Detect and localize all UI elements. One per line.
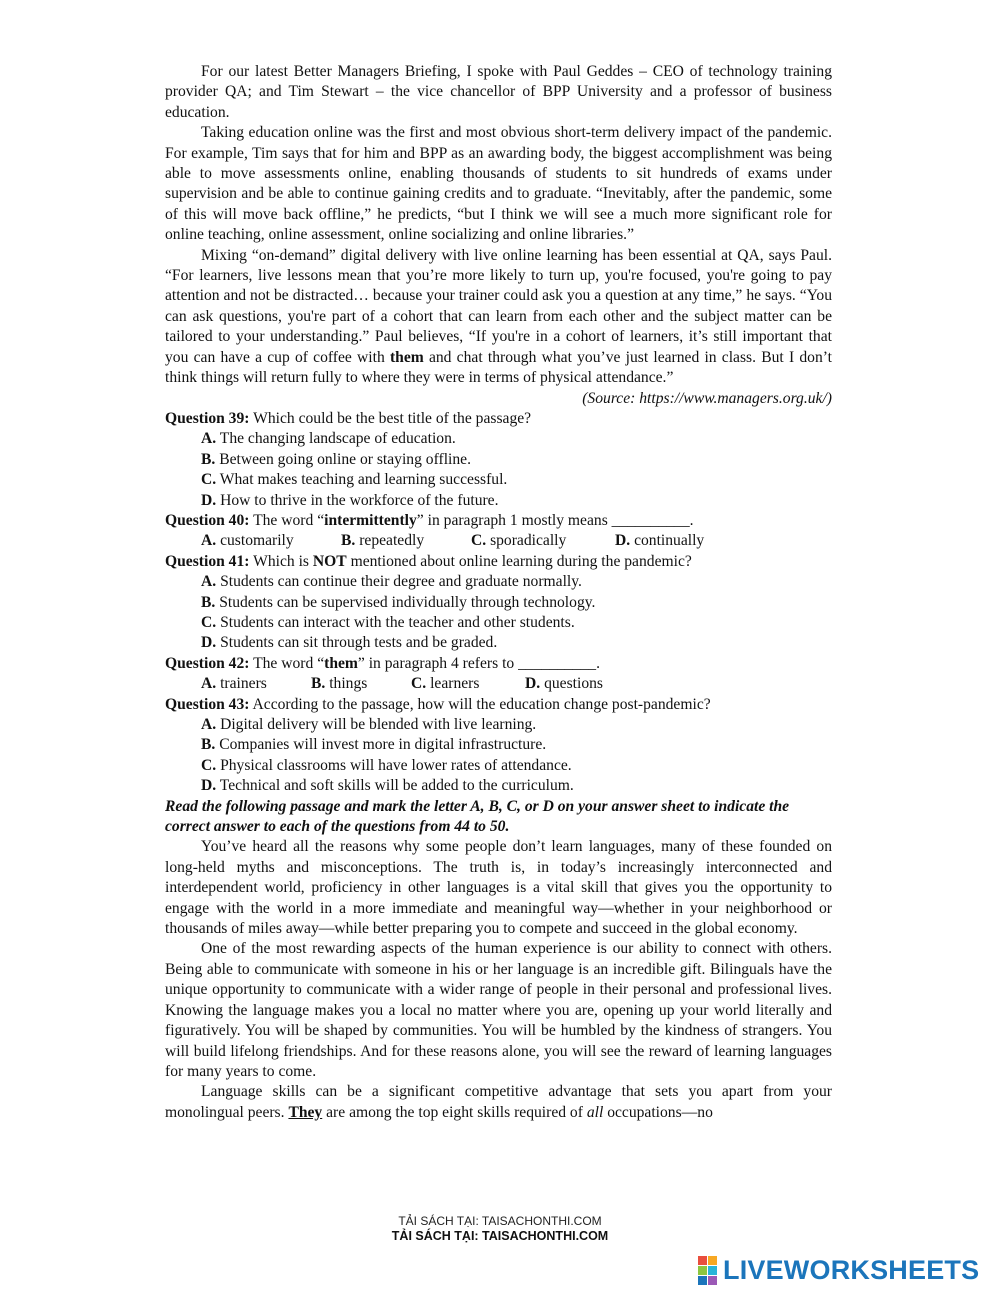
passage1-paragraph-3 bbox=[165, 246, 832, 389]
option-letter: A. bbox=[201, 532, 217, 550]
option-letter: B. bbox=[201, 593, 216, 611]
option-text: What makes teaching and learning successful. bbox=[216, 471, 508, 489]
question-41-text-a: Which is bbox=[249, 552, 313, 570]
question-42-text-a: The word “ bbox=[249, 654, 325, 672]
mark-square bbox=[698, 1266, 707, 1275]
option-letter: D. bbox=[201, 777, 217, 795]
option-letter: A. bbox=[201, 573, 217, 591]
option-letter: D. bbox=[615, 532, 631, 550]
question-42-label: Question 42: bbox=[165, 654, 250, 672]
option-letter: C. bbox=[201, 613, 217, 631]
option-letter: A. bbox=[201, 716, 217, 733]
passage2-p3-text-b: are among the top eight skills required of bbox=[322, 1103, 587, 1121]
question-43-text: According to the passage, how will the education change post-pandemic? bbox=[249, 695, 711, 713]
question-41-text-b: mentioned about online learning during the pandemic? bbox=[346, 552, 692, 570]
question-40-keyword: intermittently bbox=[324, 511, 417, 529]
question-39-text: Which could be the best title of the passage? bbox=[249, 409, 532, 427]
q43-option-d[interactable] bbox=[201, 776, 832, 796]
q43-option-b[interactable] bbox=[201, 735, 832, 755]
q42-option-d[interactable] bbox=[525, 674, 603, 694]
passage2-paragraph-3 bbox=[165, 1082, 832, 1123]
option-letter: C. bbox=[411, 675, 427, 693]
option-text: sporadically bbox=[486, 532, 567, 550]
option-letter: B. bbox=[341, 532, 356, 550]
passage2-p3-underlined-word: They bbox=[288, 1103, 323, 1121]
question-39 bbox=[165, 409, 832, 429]
section-instruction: Read the following passage and mark the letter A, B, C, or D on your answer sheet to indicate the correct answer to each of the questions from 44 to 50. bbox=[165, 797, 790, 836]
q41-option-c[interactable] bbox=[201, 613, 832, 633]
passage2-paragraph-1: You’ve heard all the reasons why some people don’t learn languages, many of these founded on long-held myths and misconceptions. The truth is, in today’s increasingly interconnected and interdependent world, proficiency in other languages is a vital skill that gives you the opportunity to engage with the world in a more immediate and meaningful way—whether in your neighborhood or thousands of miles away—while better preparing you to compete and succeed in the global economy. bbox=[165, 838, 832, 938]
option-letter: A. bbox=[201, 675, 217, 693]
q40-option-a[interactable] bbox=[201, 531, 307, 551]
option-text: Technical and soft skills will be added to the curriculum. bbox=[216, 777, 574, 795]
q39-option-b[interactable] bbox=[201, 450, 832, 470]
footer-download-line-2: TẢI SÁCH TẠI: TAISACHONTHI.COM bbox=[391, 1229, 609, 1243]
passage2-paragraph-2: One of the most rewarding aspects of the human experience is our ability to connect with others. Being able to communicate with someone in his or her language is an incredible gift. Bilinguals have the unique opportunity to communicate with a wider range of people in their personal and professional lives. Knowing the language makes you a local no matter where you are, opening up your world literally and figuratively. You will be shaped by communities. You will be humbled by the kindness of strangers. You will build lifelong friendships. And for these reasons alone, you will see the reward of learning languages for many years to come. bbox=[165, 940, 832, 1080]
question-40-text-b: ” in paragraph 1 mostly means __________. bbox=[416, 511, 694, 529]
passage1-p3-text-a: Mixing “on-demand” digital delivery with live online learning has been essential at QA, says Paul. “For learners, live lessons mean that you’re more likely to turn up, you're focused, you're going to pay attention and not be distracted… because your trainer could ask you a question at any time,” he says. “You can ask questions, you're part of a cohort that can learn from each other and the subject matter can be tailored to your understanding.” Paul believes, “If you're in a cohort of learners, it’s still important that you can have a cup of coffee with bbox=[165, 246, 832, 366]
option-text: learners bbox=[426, 675, 480, 693]
q40-option-d[interactable] bbox=[615, 531, 704, 551]
question-42 bbox=[165, 654, 832, 674]
q42-option-c[interactable] bbox=[411, 674, 491, 694]
mark-square bbox=[708, 1256, 717, 1265]
liveworksheets-mark-icon bbox=[698, 1256, 717, 1285]
question-41-label: Question 41: bbox=[165, 552, 250, 570]
q41-option-b[interactable] bbox=[201, 593, 832, 613]
document-body bbox=[165, 62, 832, 1123]
option-letter: B. bbox=[201, 736, 216, 754]
option-text: trainers bbox=[216, 675, 267, 693]
q40-option-c[interactable] bbox=[471, 531, 581, 551]
option-letter: C. bbox=[201, 471, 217, 489]
passage2-p3-italic-word: all bbox=[586, 1103, 604, 1121]
passage1-p3-keyword: them bbox=[389, 348, 424, 366]
option-text: Digital delivery will be blended with live learning. bbox=[216, 716, 537, 733]
mark-square bbox=[698, 1276, 707, 1285]
question-42-text-b: ” in paragraph 4 refers to __________. bbox=[357, 654, 600, 672]
passage2-p3-text-c: occupations—no bbox=[603, 1103, 713, 1121]
option-text: Students can continue their degree and graduate normally. bbox=[216, 573, 582, 591]
mark-square bbox=[708, 1266, 717, 1275]
liveworksheets-logo[interactable] bbox=[698, 1255, 979, 1285]
question-40-label: Question 40: bbox=[165, 511, 250, 529]
option-text: Companies will invest more in digital infrastructure. bbox=[215, 736, 547, 754]
option-letter: D. bbox=[525, 675, 541, 693]
option-text: continually bbox=[630, 532, 705, 550]
option-text: customarily bbox=[216, 532, 294, 550]
option-letter: A. bbox=[201, 430, 217, 448]
option-text: Students can be supervised individually through technology. bbox=[215, 593, 596, 611]
q39-option-a[interactable] bbox=[201, 429, 832, 449]
option-letter: D. bbox=[201, 634, 217, 652]
q42-option-a[interactable] bbox=[201, 674, 277, 694]
option-text: How to thrive in the workforce of the future. bbox=[216, 491, 499, 509]
option-text: questions bbox=[540, 675, 603, 693]
question-40-text-a: The word “ bbox=[249, 511, 325, 529]
question-39-label: Question 39: bbox=[165, 409, 250, 427]
mark-square bbox=[698, 1256, 707, 1265]
question-42-keyword: them bbox=[324, 654, 358, 672]
option-text: repeatedly bbox=[355, 532, 425, 550]
q39-option-d[interactable] bbox=[201, 491, 832, 511]
question-43-label: Question 43: bbox=[165, 695, 250, 713]
question-43 bbox=[165, 695, 832, 715]
question-41 bbox=[165, 552, 832, 572]
question-40 bbox=[165, 511, 832, 531]
q42-options bbox=[201, 674, 832, 694]
passage1-p3-text-b: and chat through what you’ve just learned in class. But I don’t think things will return fully to where they were in terms of physical attendance.” bbox=[165, 348, 832, 387]
q42-option-b[interactable] bbox=[311, 674, 377, 694]
option-letter: C. bbox=[471, 532, 487, 550]
q41-option-d[interactable] bbox=[201, 633, 832, 653]
option-text: things bbox=[325, 675, 368, 693]
q43-option-a[interactable] bbox=[201, 715, 832, 735]
option-letter: D. bbox=[201, 491, 217, 509]
source-citation: (Source: https://www.managers.org.uk/) bbox=[582, 389, 832, 407]
passage1-paragraph-2: Taking education online was the first and most obvious short-term delivery impact of the pandemic. For example, Tim says that for him and BPP as an awarding body, the biggest accomplishment was being able to move assessments online, enabling thousands of students to sit hundreds of exams under supervision and be able to continue gaining credits and to graduate. “Inevitably, after the pandemic, some of this will move back offline,” he predicts, “but I think we will see a much more significant role for online teaching, online assessment, online socializing and online libraries.” bbox=[165, 124, 832, 244]
question-41-keyword: NOT bbox=[312, 552, 347, 570]
q43-option-c[interactable] bbox=[201, 756, 832, 776]
option-text: Students can interact with the teacher and other students. bbox=[216, 613, 575, 631]
mark-square bbox=[708, 1276, 717, 1285]
option-text: Between going online or staying offline. bbox=[215, 450, 471, 468]
liveworksheets-wordmark: LIVEWORKSHEETS bbox=[723, 1254, 980, 1285]
q41-option-a[interactable] bbox=[201, 572, 832, 592]
q40-option-b[interactable] bbox=[341, 531, 437, 551]
option-letter: B. bbox=[201, 450, 216, 468]
q40-options bbox=[201, 531, 832, 551]
option-letter: C. bbox=[201, 756, 217, 774]
passage2-p3-text-a: Language skills can be a significant competitive advantage that sets you apart from your monolingual peers. bbox=[165, 1083, 832, 1121]
option-text: Students can sit through tests and be graded. bbox=[216, 634, 498, 652]
option-text: Physical classrooms will have lower rates of attendance. bbox=[216, 756, 572, 774]
passage1-paragraph-1: For our latest Better Managers Briefing, I spoke with Paul Geddes – CEO of technology training provider QA; and Tim Stewart – the vice chancellor of BPP University and a professor of business education. bbox=[165, 63, 832, 121]
option-text: The changing landscape of education. bbox=[216, 430, 456, 448]
q39-option-c[interactable] bbox=[201, 470, 832, 490]
footer-download-line-1: TẢI SÁCH TẠI: TAISACHONTHI.COM bbox=[398, 1214, 602, 1228]
option-letter: B. bbox=[311, 675, 326, 693]
